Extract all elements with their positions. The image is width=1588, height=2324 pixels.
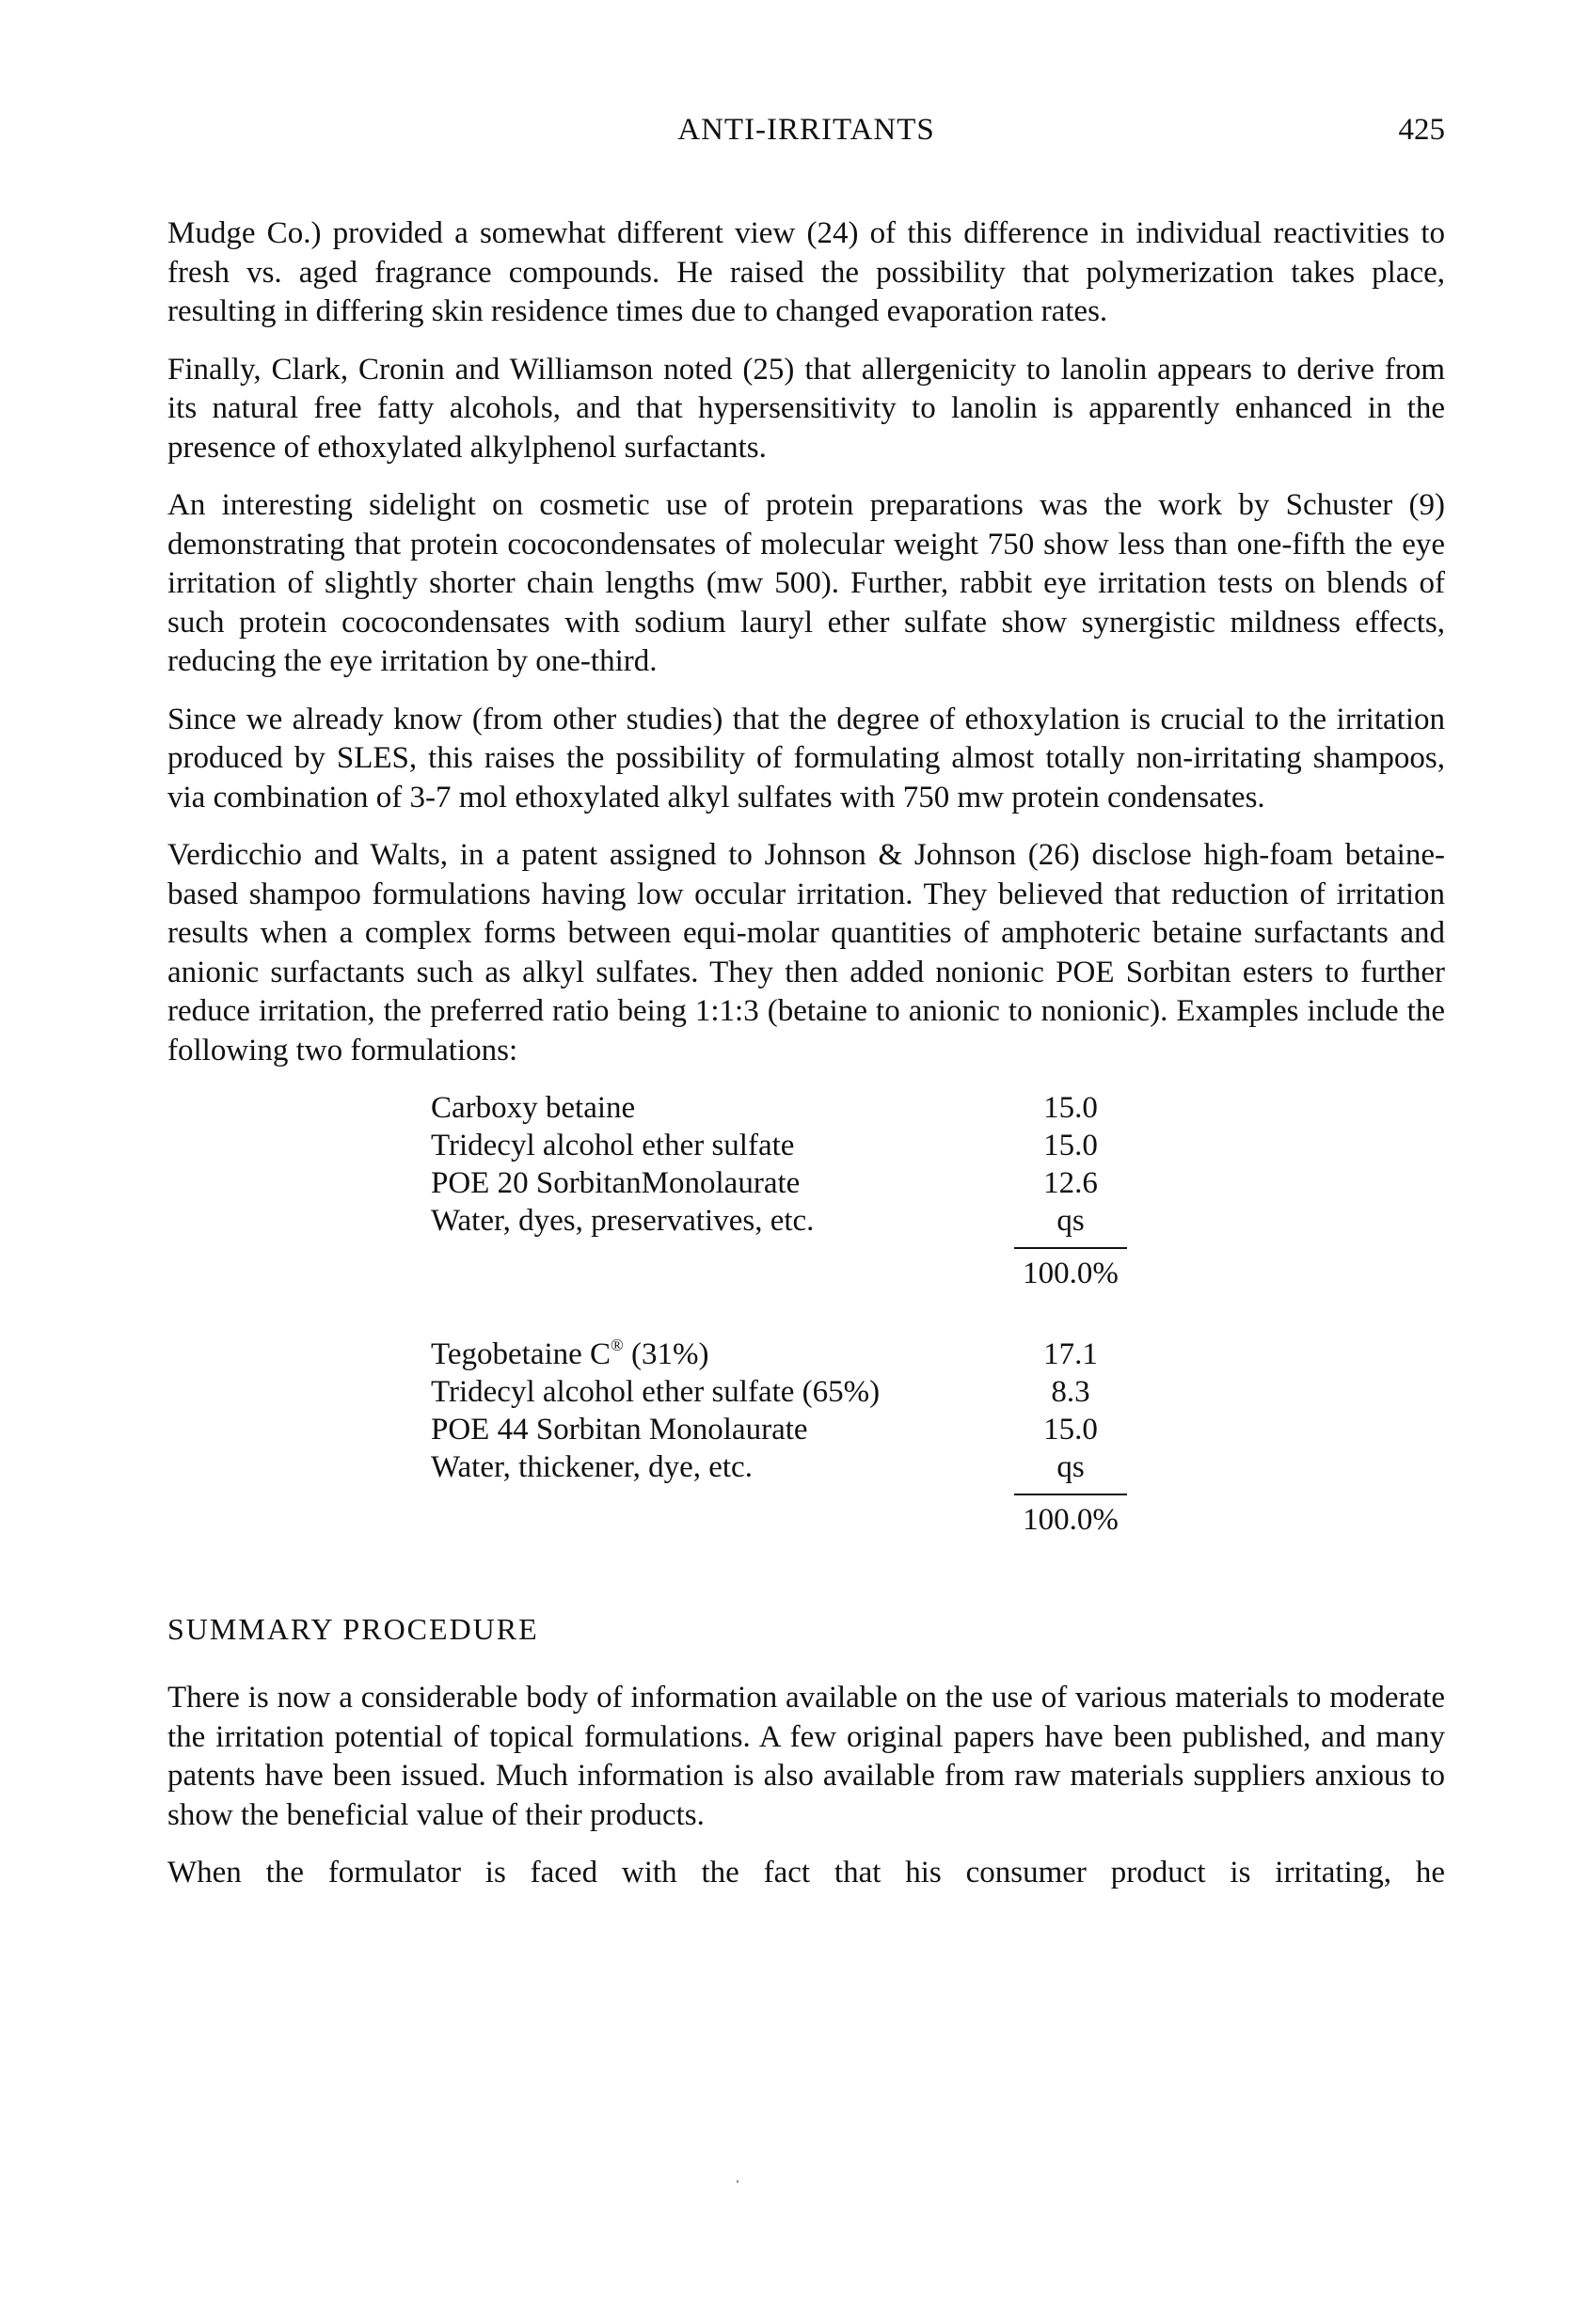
formulation-total: 100.0%: [1023, 1257, 1119, 1290]
paragraph: An interesting sidelight on cosmetic use of protein preparations was the work by Schuster (9) demonstrating that protein cococondensates of molecular weight 750 show less than one-fifth the eye irritation of slightly shorter chain lengths (mw 500). Further, rabbit eye irritation tests on blends of such protein cococondensates with sodium lauryl ether sulfate show synergistic mildness effects, reducing the eye irritation by one-third.: [167, 488, 1445, 678]
formulation-table-1: [431, 1089, 1127, 1292]
page-body: [167, 214, 1445, 1912]
ingredient-amount: 15.0: [1043, 1129, 1098, 1162]
formulation-row: [431, 1089, 1127, 1127]
registered-mark: ®: [611, 1336, 624, 1354]
ingredient-amount: 8.3: [1051, 1375, 1090, 1409]
formulation-row: [431, 1411, 1127, 1448]
formulation-row: [431, 1202, 1127, 1240]
ingredient-name: Water, thickener, dye, etc.: [431, 1450, 753, 1484]
ingredient-amount: 17.1: [1043, 1337, 1098, 1371]
ingredient-name: Water, dyes, preservatives, etc.: [431, 1204, 815, 1238]
formulation-row: [431, 1373, 1127, 1411]
ingredient-name: POE 44 Sorbitan Monolaurate: [431, 1413, 808, 1447]
ingredient-amount: 12.6: [1043, 1166, 1098, 1200]
ingredient-name: Tridecyl alcohol ether sulfate (65%): [431, 1375, 881, 1409]
ingredient-name: Tegobetaine C® (31%): [431, 1336, 709, 1371]
paragraph: Mudge Co.) provided a somewhat different view (24) of this difference in individual reactivities to fresh vs. aged fragrance compounds. He raised the possibility that polymerization takes place, resulting in differing skin residence times due to changed evaporation rates.: [167, 216, 1445, 328]
formulation-table-2: [431, 1336, 1127, 1539]
page-number: 425: [1398, 113, 1445, 147]
ingredient-name: Tridecyl alcohol ether sulfate: [431, 1129, 795, 1162]
ingredient-name: POE 20 SorbitanMonolaurate: [431, 1166, 801, 1200]
paragraph: Since we already know (from other studies) that the degree of ethoxylation is crucial to the irritation produced by SLES, this raises the possibility of formulating almost totally non-irritating shampoos, via combination of 3-7 mol ethoxylated alkyl sulfates with 750 mw protein condensates.: [167, 702, 1445, 814]
ingredient-amount: 15.0: [1043, 1413, 1098, 1447]
total-rule: [1014, 1247, 1127, 1249]
paragraph: Finally, Clark, Cronin and Williamson noted (25) that allergenicity to lanolin appears to derive from its natural free fatty alcohols, and that hypersensitivity to lanolin is apparently enhanced in the presence of ethoxylated alkylphenol surfactants.: [167, 352, 1445, 465]
formulation-row: [431, 1127, 1127, 1164]
ingredient-amount: qs: [1056, 1450, 1085, 1484]
formulation-row: [431, 1336, 1127, 1373]
ingredient-amount: qs: [1056, 1204, 1085, 1238]
running-title: ANTI-IRRITANTS: [677, 113, 935, 147]
total-rule: [1014, 1494, 1127, 1495]
paragraph: When the formulator is faced with the fact that his consumer product is irritating, he: [167, 1856, 1445, 1889]
paragraph: Verdicchio and Walts, in a patent assigned to Johnson & Johnson (26) disclose high-foam betaine-based shampoo formulations having low occular irritation. They believed that reduction of irritation results when a complex forms between equi-molar quantities of amphoteric betaine surfactants and anionic surfactants such as alkyl sulfates. They then added nonionic POE Sorbitan esters to further reduce irritation, the preferred ratio being 1:1:3 (betaine to anionic to nonionic). Examples include the following two formulations:: [167, 838, 1445, 1067]
ingredient-amount: 15.0: [1043, 1091, 1098, 1125]
ingredient-name: Carboxy betaine: [431, 1091, 636, 1125]
page-header: [167, 113, 1445, 158]
formulation-total: 100.0%: [1023, 1503, 1119, 1537]
formulation-row: [431, 1448, 1127, 1486]
paragraph: There is now a considerable body of information available on the use of various materials to moderate the irritation potential of topical formulations. A few original papers have been published, and many patents have been issued. Much information is also available from raw materials suppliers anxious to show the beneficial value of their products.: [167, 1681, 1445, 1832]
section-heading: SUMMARY PROCEDURE: [167, 1612, 539, 1646]
formulation-row: [431, 1164, 1127, 1202]
scan-artifact: [737, 2180, 738, 2183]
